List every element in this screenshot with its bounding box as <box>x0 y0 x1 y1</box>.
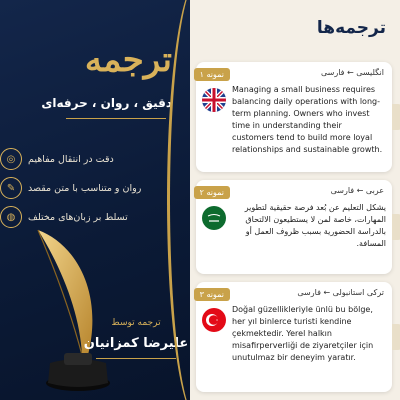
sample-tag: نمونه ۲ <box>194 186 230 199</box>
quill-and-inkwell-icon <box>8 225 158 400</box>
sample-text: Doğal güzellikleriyle ünlü bu bölge, her yıl binlerce turisti kendine çekmektedir. Yerel halkın misafirperverliği de ziyaretçiler için unutulmaz bir deneyim yaratır. <box>232 305 374 362</box>
subtitle-divider <box>66 118 166 119</box>
feature-text: روان و متناسب با متن مقصد <box>28 182 142 194</box>
language-pair: انگلیسی ← فارسی <box>320 68 384 77</box>
translator-name: علیرضا کمزانیان <box>83 336 189 351</box>
sample-tag: نمونه ۱ <box>194 68 230 81</box>
sample-card-3 <box>196 282 392 392</box>
subtitle: دقیق ، روان ، حرفه‌ای <box>41 96 172 110</box>
turkey-flag-icon <box>202 308 226 332</box>
feature-text: دقت در انتقال مفاهیم <box>28 153 114 165</box>
samples-title: ترجمه‌ها <box>316 18 386 38</box>
sample-tag: نمونه ۳ <box>194 288 230 301</box>
language-pair: ترکی استانبولی ← فارسی <box>297 288 384 297</box>
saudi-flag-icon <box>202 206 226 230</box>
language-pair: عربی ← فارسی <box>330 186 384 195</box>
left-panel <box>0 0 190 400</box>
feature-accuracy <box>0 148 176 170</box>
uk-flag-icon <box>202 88 226 112</box>
sample-card-1 <box>196 62 392 172</box>
credit-divider <box>96 358 176 359</box>
feature-text: تسلط بر زبان‌های مختلف <box>28 211 128 223</box>
card-tab <box>392 324 400 350</box>
globe-icon: ◍ <box>0 206 22 228</box>
sample-card-2 <box>196 180 392 274</box>
page-title: ترجمه <box>84 40 172 80</box>
card-tab <box>392 214 400 240</box>
target-icon: ◎ <box>0 148 22 170</box>
feature-fluency <box>0 177 176 199</box>
card-tab <box>392 104 400 130</box>
pen-icon: ✎ <box>0 177 22 199</box>
sample-text: يشكل التعليم عن بُعد فرصة حقيقية لتطوير المهارات، خاصة لمن لا يستطيعون الالتحاق بالدراسة الحضورية بسبب ظروف العمل أو المسافة. <box>244 203 386 248</box>
credit-label: ترجمه توسط <box>111 318 161 328</box>
sample-text: Managing a small business requires balancing daily operations with long-term planning. Owners who invest time in understanding their customers tend to build more loyal relationships and sustainable growth. <box>232 85 383 154</box>
